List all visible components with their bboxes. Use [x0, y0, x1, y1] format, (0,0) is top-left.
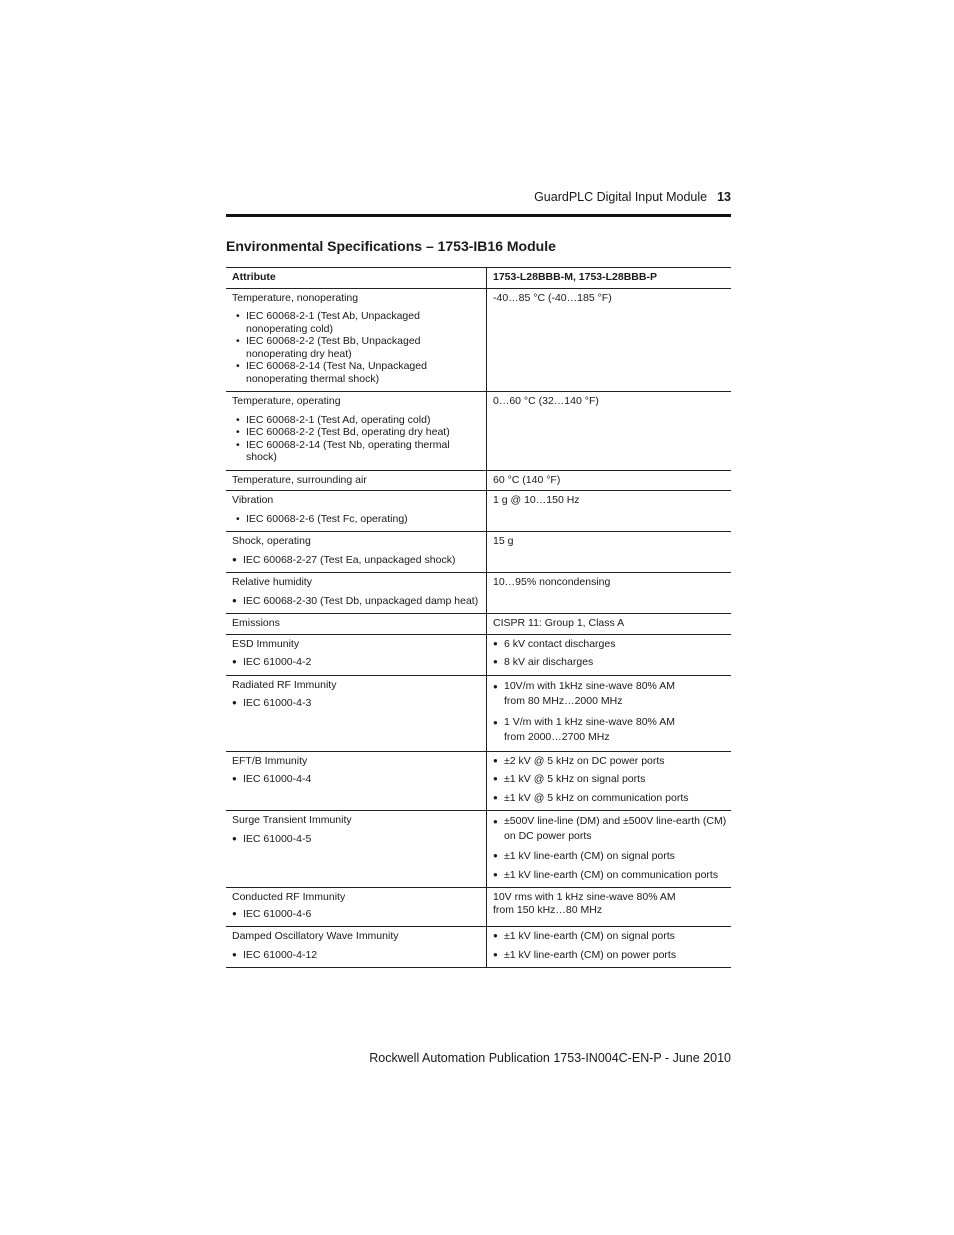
list-item: ● IEC 61000-4-3 [232, 697, 482, 710]
table-row [226, 751, 731, 811]
page-number: 13 [717, 190, 731, 204]
list-item: ● IEC 61000-4-5 [232, 833, 482, 846]
list-item: • IEC 60068-2-6 (Test Fc, operating) [232, 513, 482, 526]
value-bullet-list [493, 755, 727, 805]
value-text: 0…60 °C (32…140 °F) [493, 395, 599, 407]
table-row [226, 532, 731, 573]
value-cell [487, 811, 732, 888]
value-bullet-list [493, 638, 727, 669]
attribute-bullet-list [232, 554, 482, 567]
value-cell [487, 470, 732, 491]
list-item: ● 1 V/m with 1 kHz sine-wave 80% AM from 2000…2700 MHz [493, 715, 727, 745]
value-bullet-list [493, 814, 727, 881]
attribute-bullet-list [232, 833, 482, 846]
value-cell [487, 675, 732, 751]
table-row [226, 491, 731, 532]
attribute-label: Surge Transient Immunity [232, 814, 352, 826]
value-text: 15 g [493, 535, 514, 547]
value-bullet-list [493, 930, 727, 961]
value-text: 1 g @ 10…150 Hz [493, 494, 580, 506]
attribute-label: Shock, operating [232, 535, 311, 547]
attribute-cell [226, 573, 487, 614]
list-item: ● ±1 kV @ 5 kHz on communication ports [493, 792, 727, 805]
value-text: -40…85 °C (-40…185 °F) [493, 291, 612, 304]
list-item: ● IEC 60068-2-27 (Test Ea, unpackaged shock) [232, 554, 482, 567]
attribute-cell [226, 751, 487, 811]
attribute-label: Temperature, surrounding air [232, 473, 367, 486]
attribute-label: Relative humidity [232, 576, 312, 588]
list-item: ● ±1 kV line-earth (CM) on signal ports [493, 850, 727, 863]
attribute-bullet-list [232, 656, 482, 669]
attribute-cell [226, 491, 487, 532]
list-item: ● ±1 kV line-earth (CM) on power ports [493, 949, 727, 962]
table-row [226, 573, 731, 614]
table-row [226, 614, 731, 635]
value-cell [487, 288, 732, 392]
list-item: ● 10V/m with 1kHz sine-wave 80% AM from 80 MHz…2000 MHz [493, 679, 727, 709]
list-item: • IEC 60068-2-14 (Test Nb, operating thermal shock) [232, 439, 482, 464]
attribute-cell [226, 532, 487, 573]
attribute-cell [226, 288, 487, 392]
value-text: 10V rms with 1 kHz sine-wave 80% AM from 150 kHz…80 MHz [493, 891, 676, 916]
attribute-bullet-list [232, 513, 482, 526]
list-item: • IEC 60068-2-2 (Test Bd, operating dry heat) [232, 426, 482, 439]
spec-table [226, 267, 731, 968]
attribute-label: Damped Oscillatory Wave Immunity [232, 930, 399, 942]
attribute-cell [226, 888, 487, 927]
list-item: ● 8 kV air discharges [493, 656, 727, 669]
list-item: ● ±1 kV @ 5 kHz on signal ports [493, 773, 727, 786]
attribute-cell [226, 470, 487, 491]
list-item: • IEC 60068-2-1 (Test Ab, Unpackaged nonoperating cold) [232, 310, 482, 335]
attribute-label: ESD Immunity [232, 637, 300, 650]
value-cell [487, 532, 732, 573]
list-item: ● ±1 kV line-earth (CM) on signal ports [493, 930, 727, 943]
column-header-value: 1753-L28BBB-M, 1753-L28BBB-P [487, 268, 732, 289]
attribute-cell [226, 811, 487, 888]
value-cell [487, 751, 732, 811]
attribute-label: Temperature, operating [232, 395, 341, 407]
publication-footer: Rockwell Automation Publication 1753-IN004C-EN-P - June 2010 [369, 1051, 731, 1065]
attribute-cell [226, 927, 487, 968]
list-item: • IEC 60068-2-14 (Test Na, Unpackaged nonoperating thermal shock) [232, 360, 482, 385]
value-cell [487, 573, 732, 614]
section-title: Environmental Specifications – 1753-IB16 Module [226, 238, 556, 254]
value-cell [487, 927, 732, 968]
attribute-bullet-list [232, 595, 482, 608]
attribute-cell [226, 634, 487, 675]
list-item: • IEC 60068-2-2 (Test Bb, Unpackaged nonoperating dry heat) [232, 335, 482, 360]
attribute-cell [226, 392, 487, 471]
attribute-cell [226, 614, 487, 635]
value-cell [487, 634, 732, 675]
attribute-label: Conducted RF Immunity [232, 891, 346, 903]
list-item: ● 6 kV contact discharges [493, 638, 727, 651]
table-row [226, 392, 731, 471]
table-row [226, 470, 731, 491]
running-title: GuardPLC Digital Input Module [534, 190, 708, 204]
list-item: ● ±2 kV @ 5 kHz on DC power ports [493, 755, 727, 768]
list-item: • IEC 60068-2-1 (Test Ad, operating cold) [232, 414, 482, 427]
list-item: ● IEC 61000-4-12 [232, 949, 482, 962]
attribute-label: Emissions [232, 617, 280, 629]
attribute-bullet-list [232, 773, 482, 786]
table-row [226, 288, 731, 392]
attribute-bullet-list [232, 697, 482, 710]
attribute-bullet-list [232, 310, 482, 385]
value-text: CISPR 11: Group 1, Class A [493, 617, 625, 629]
column-header-attribute: Attribute [226, 268, 487, 289]
attribute-bullet-list [232, 908, 482, 921]
attribute-bullet-list [232, 949, 482, 962]
attribute-label: Temperature, nonoperating [232, 291, 359, 304]
table-row [226, 634, 731, 675]
value-text: 60 °C (140 °F) [493, 473, 561, 486]
attribute-label: Vibration [232, 494, 274, 506]
list-item: ● ±1 kV line-earth (CM) on communication ports [493, 869, 727, 882]
table-row [226, 888, 731, 927]
value-cell [487, 614, 732, 635]
list-item: ● ±500V line-line (DM) and ±500V line-earth (CM) on DC power ports [493, 814, 727, 844]
table-header-row [226, 268, 731, 289]
list-item: ● IEC 61000-4-6 [232, 908, 482, 921]
table-row [226, 927, 731, 968]
attribute-label: EFT/B Immunity [232, 754, 308, 767]
table-row [226, 675, 731, 751]
attribute-bullet-list [232, 414, 482, 464]
running-header [226, 190, 731, 212]
header-rule [226, 214, 731, 217]
value-text: 10…95% noncondensing [493, 576, 611, 588]
attribute-label: Radiated RF Immunity [232, 678, 337, 691]
list-item: ● IEC 61000-4-2 [232, 656, 482, 669]
attribute-cell [226, 675, 487, 751]
list-item: ● IEC 60068-2-30 (Test Db, unpackaged damp heat) [232, 595, 482, 608]
value-bullet-list [493, 679, 727, 745]
value-cell [487, 491, 732, 532]
value-cell [487, 888, 732, 927]
value-cell [487, 392, 732, 471]
table-row [226, 811, 731, 888]
list-item: ● IEC 61000-4-4 [232, 773, 482, 786]
